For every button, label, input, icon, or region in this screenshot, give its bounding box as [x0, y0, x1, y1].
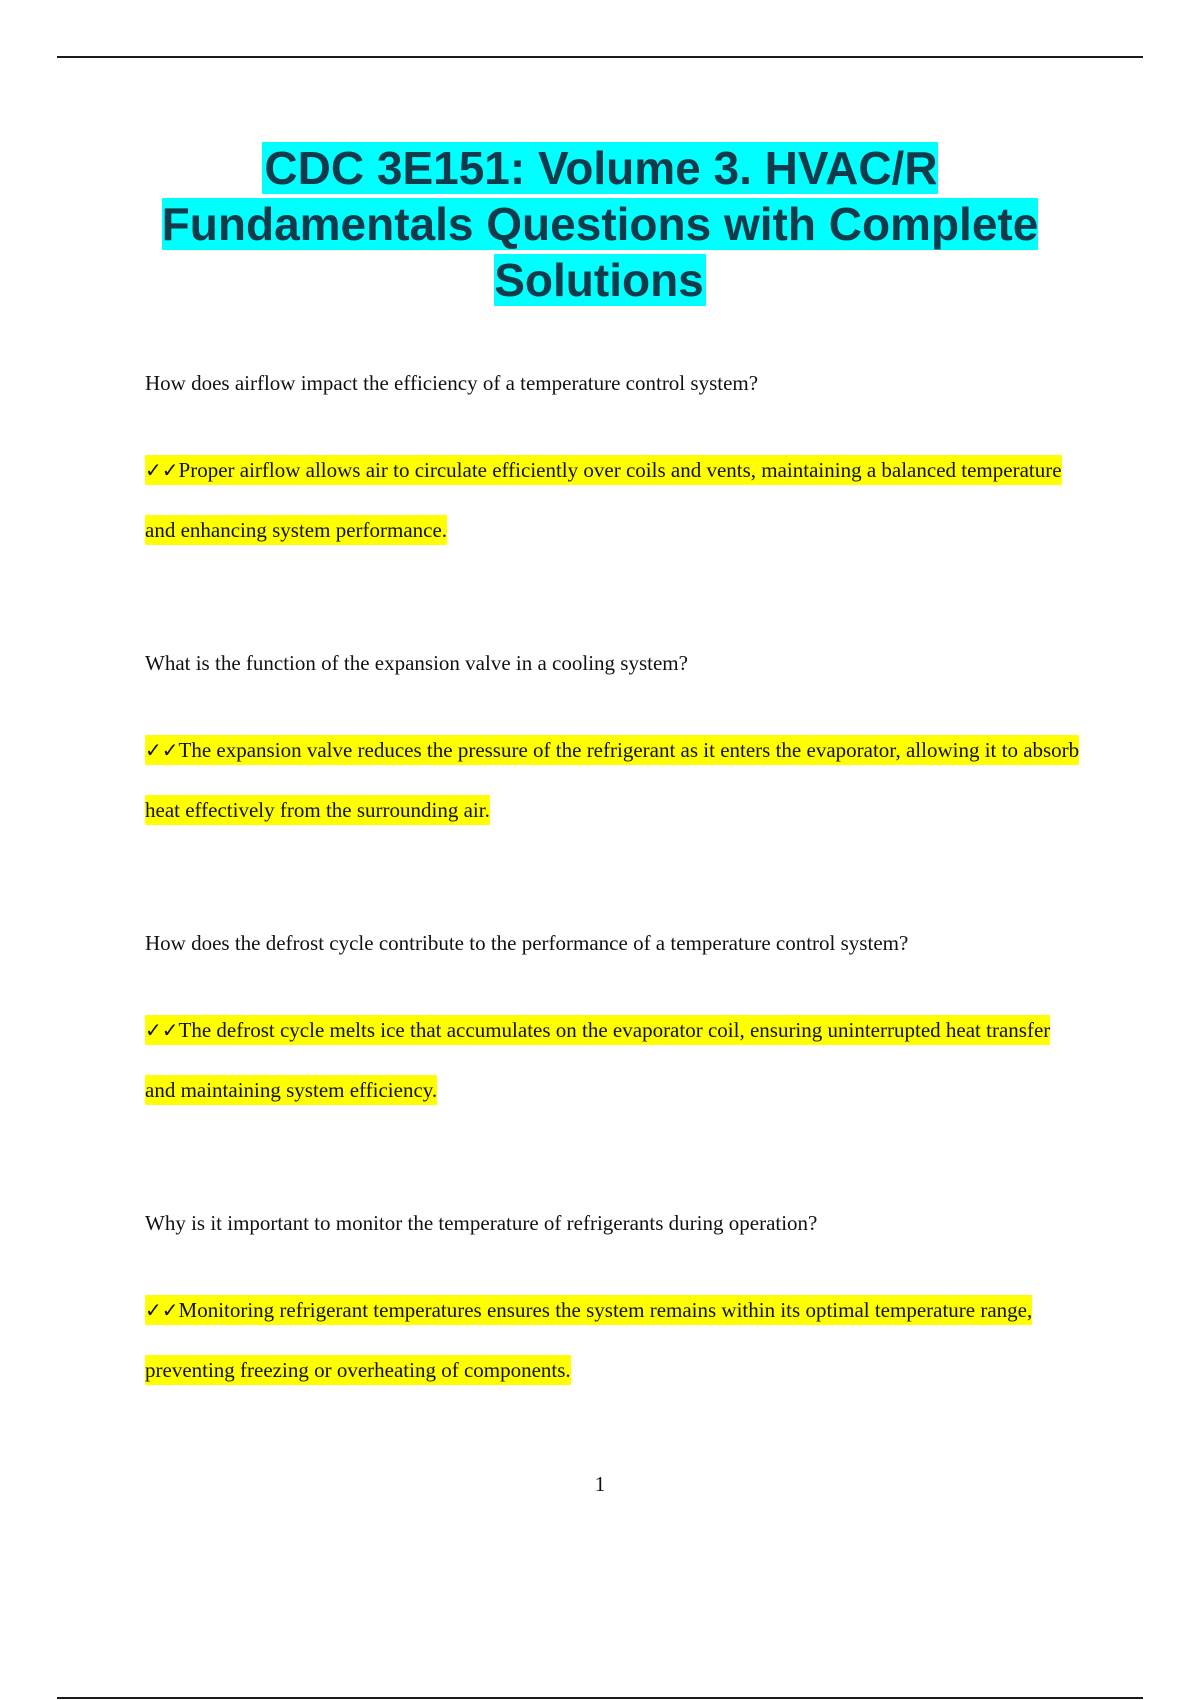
qa-item — [145, 930, 1085, 1120]
answer-block — [145, 440, 1085, 560]
answer-block — [145, 720, 1085, 840]
answer-block — [145, 1000, 1085, 1120]
checkmark-icon: ✓✓ — [145, 1018, 179, 1042]
bottom-rule — [57, 1697, 1143, 1699]
title-text: CDC 3E151: Volume 3. HVAC/R Fundamentals Questions with Complete Solutions — [161, 142, 1039, 306]
answer-highlight — [145, 1015, 1050, 1105]
answer-block — [145, 1280, 1085, 1400]
checkmark-icon: ✓✓ — [145, 1298, 179, 1322]
question-text: What is the function of the expansion valve in a cooling system? — [145, 651, 688, 675]
answer-text: Monitoring refrigerant temperatures ensures the system remains within its optimal temperature range, preventing freezing or overheating of components. — [145, 1298, 1033, 1382]
question-text: Why is it important to monitor the temperature of refrigerants during operation? — [145, 1211, 818, 1235]
qa-item — [145, 1210, 1085, 1400]
answer-text: Proper airflow allows air to circulate efficiently over coils and vents, maintaining a balanced temperature and enhancing system performance. — [145, 458, 1062, 542]
checkmark-icon: ✓✓ — [145, 738, 179, 762]
answer-highlight — [145, 735, 1079, 825]
document-title — [120, 140, 1080, 308]
page-number: 1 — [594, 1472, 606, 1496]
top-rule — [57, 56, 1143, 58]
qa-item — [145, 650, 1085, 840]
question-text: How does the defrost cycle contribute to the performance of a temperature control system? — [145, 931, 909, 955]
answer-highlight — [145, 1295, 1032, 1385]
question-text: How does airflow impact the efficiency of a temperature control system? — [145, 371, 759, 395]
qa-item — [145, 370, 1085, 560]
answer-highlight — [145, 455, 1062, 545]
answer-text: The expansion valve reduces the pressure of the refrigerant as it enters the evaporator, allowing it to absorb heat effectively from the surrounding air. — [145, 738, 1080, 822]
answer-text: The defrost cycle melts ice that accumulates on the evaporator coil, ensuring uninterrupted heat transfer and maintaining system efficiency. — [145, 1018, 1051, 1102]
checkmark-icon: ✓✓ — [145, 458, 179, 482]
